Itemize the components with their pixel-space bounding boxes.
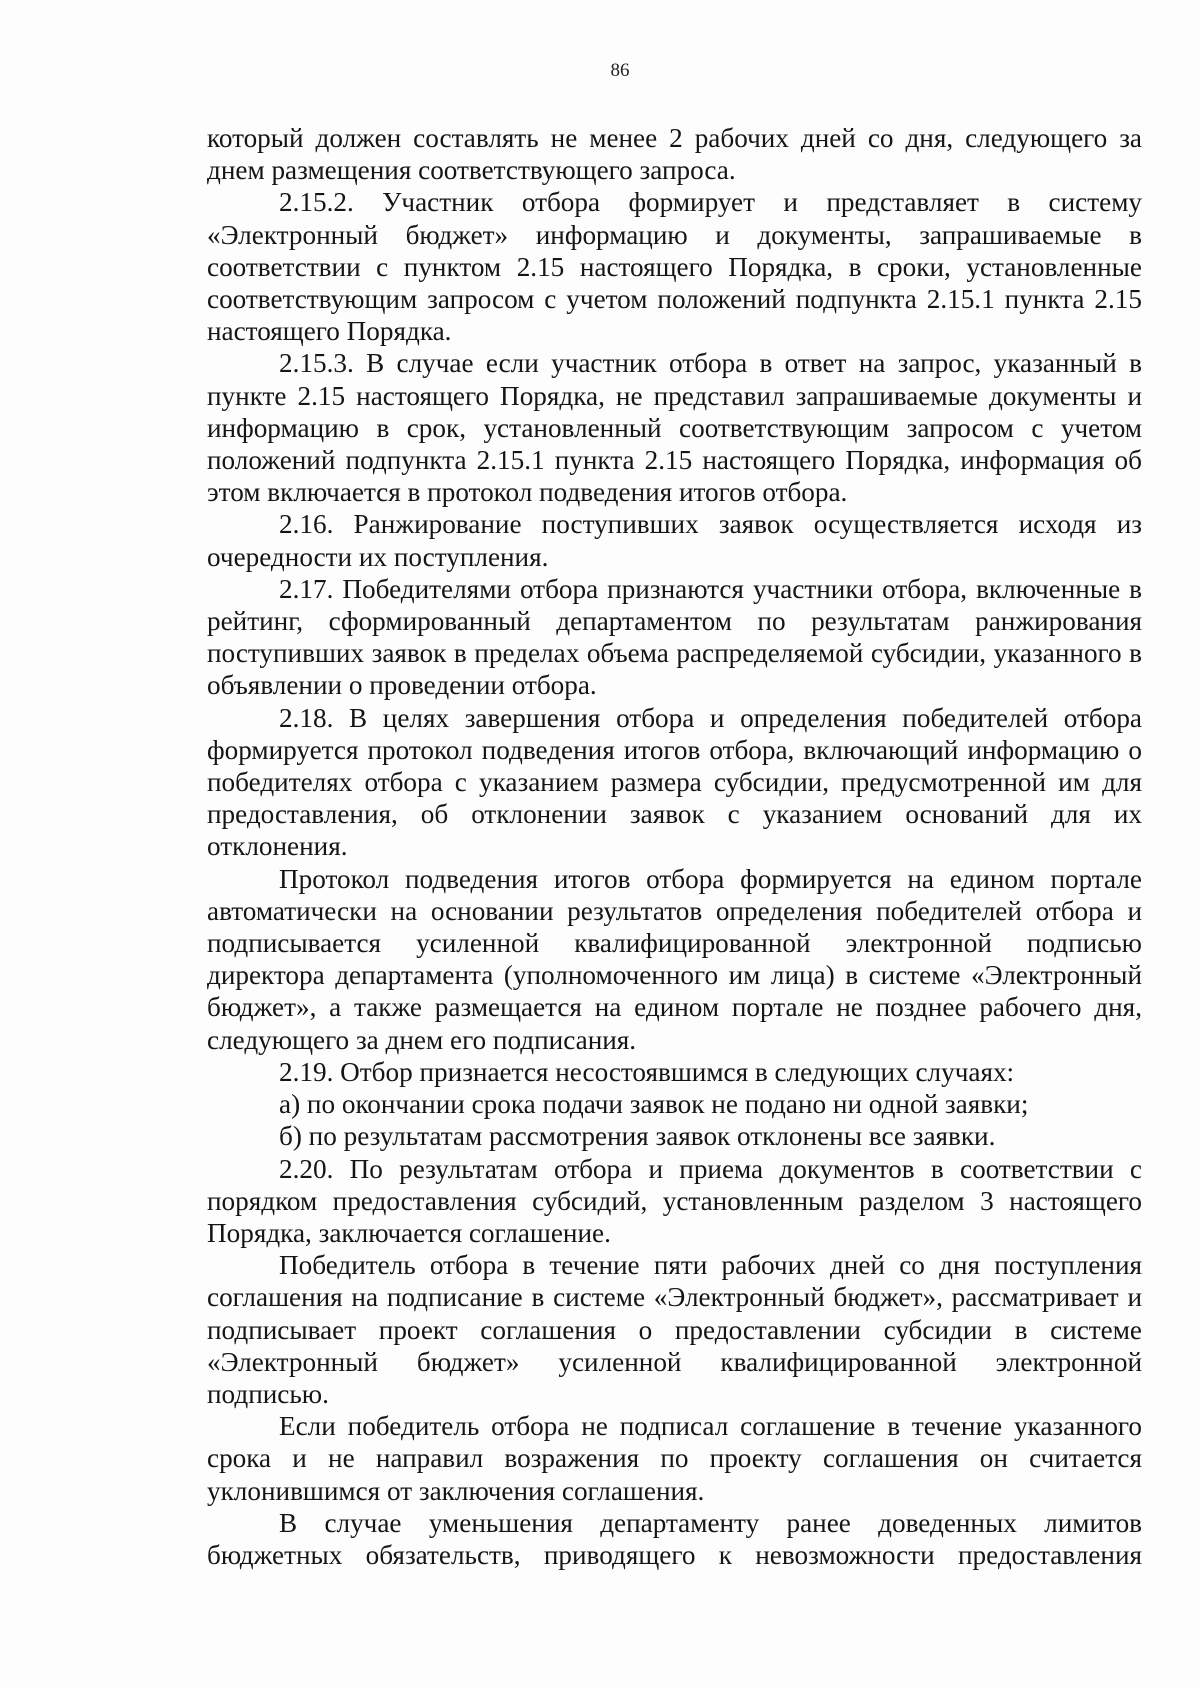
paragraph: 2.17. Победителями отбора признаются участники отбора, включенные в рейтинг, сформированный департаментом по результатам ранжирования поступивших заявок в пределах объема распределяемой субсидии, указанного в объявлении о проведении отбора. xyxy=(207,573,1142,701)
paragraph: 2.18. В целях завершения отбора и определения победителей отбора формируется протокол подведения итогов отбора, включающий информацию о победителях отбора с указанием размера субсидии, предусмотренной им для предоставления, об отклонении заявок с указанием оснований для их отклонения. xyxy=(207,702,1142,862)
paragraph: 2.15.3. В случае если участник отбора в ответ на запрос, указанный в пункте 2.15 настоящего Порядка, не представил запрашиваемые документы и информацию в срок, установленный соответствующим запросом с учетом положений подпункта 2.15.1 пункта 2.15 настоящего Порядка, информация об этом включается в протокол подведения итогов отбора. xyxy=(207,348,1142,508)
paragraph: 2.16. Ранжирование поступивших заявок осуществляется исходя из очередности их поступления. xyxy=(207,509,1142,572)
paragraph: Если победитель отбора не подписал соглашение в течение указанного срока и не направил возражения по проекту соглашения он считается уклонившимся от заключения соглашения. xyxy=(207,1411,1142,1506)
paragraph: 2.15.2. Участник отбора формирует и представляет в систему «Электронный бюджет» информацию и документы, запрашиваемые в соответствии с пунктом 2.15 настоящего Порядка, в сроки, установленные соответствующим запросом с учетом положений подпункта 2.15.1 пункта 2.15 настоящего Порядка. xyxy=(207,187,1142,347)
paragraph: Победитель отбора в течение пяти рабочих дней со дня поступления соглашения на подписание в системе «Электронный бюджет», рассматривает и подписывает проект соглашения о предоставлении субсидии в системе «Электронный бюджет» усиленной квалифицированной электронной подписью. xyxy=(207,1250,1142,1409)
document-body xyxy=(207,122,1142,1571)
paragraph: который должен составлять не менее 2 рабочих дней со дня, следующего за днем размещения соответствующего запроса. xyxy=(207,123,1142,186)
paragraph: а) по окончании срока подачи заявок не подано ни одной заявки; xyxy=(279,1089,1029,1120)
paragraph: 2.20. По результатам отбора и приема документов в соответствии с порядком предоставления субсидий, установленным разделом 3 настоящего Порядка, заключается соглашение. xyxy=(207,1153,1142,1248)
paragraph: 2.19. Отбор признается несостоявшимся в следующих случаях: xyxy=(279,1056,1015,1087)
paragraph: б) по результатам рассмотрения заявок отклонены все заявки. xyxy=(279,1121,996,1152)
paragraph: В случае уменьшения департаменту ранее доведенных лимитов бюджетных обязательств, приводящего к невозможности предоставления xyxy=(207,1507,1142,1570)
page-number: 86 xyxy=(610,60,630,81)
paragraph: Протокол подведения итогов отбора формируется на едином портале автоматически на основании результатов определения победителей отбора и подписывается усиленной квалифицированной электронной подписью директора департамента (уполномоченного им лица) в системе «Электронный бюджет», а также размещается на едином портале не позднее рабочего дня, следующего за днем его подписания. xyxy=(207,863,1142,1055)
